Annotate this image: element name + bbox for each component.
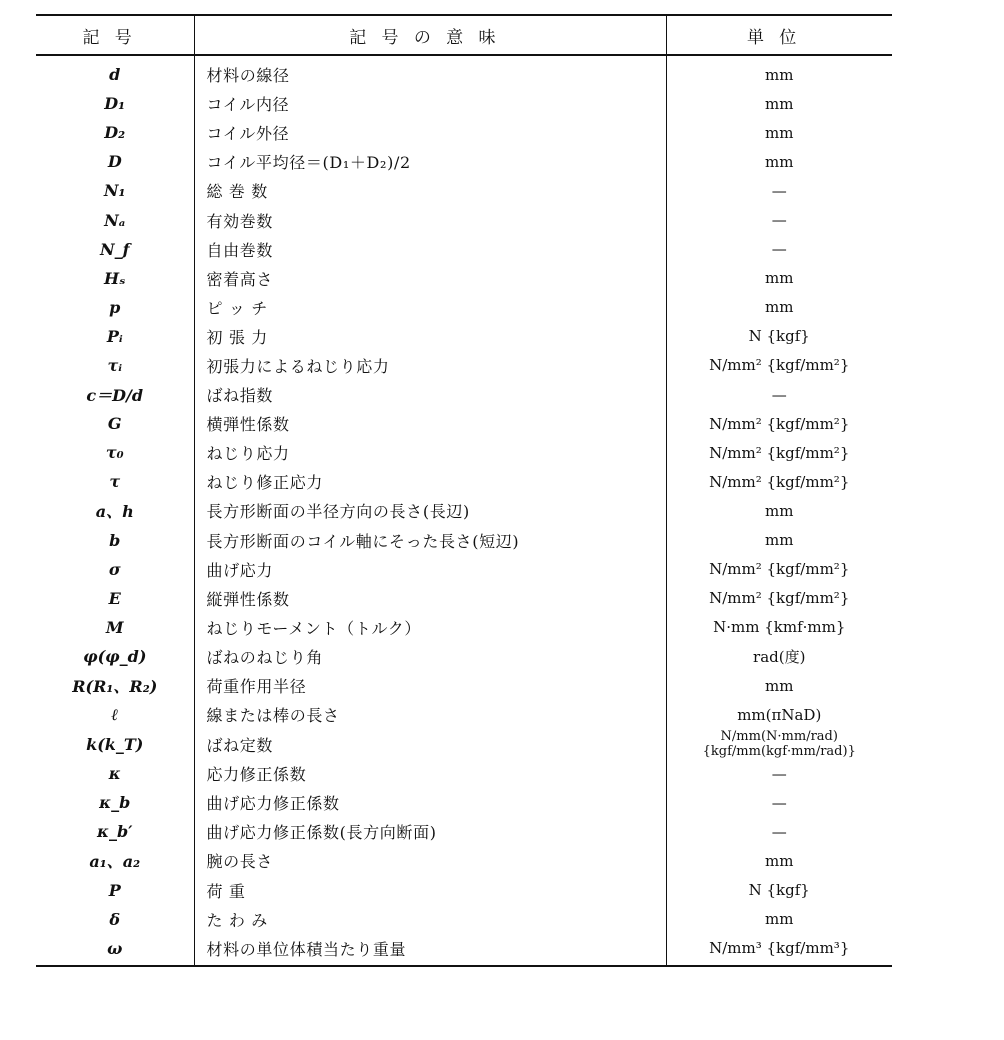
row-meaning: た わ み [194,905,666,934]
row-meaning: 初張力によるねじり応力 [194,351,666,380]
row-unit: mm [666,496,892,525]
row-unit: mm [666,671,892,700]
row-symbol: ℓ [111,704,119,724]
row-unit: mm [666,293,892,322]
row-unit [666,729,892,759]
table-row [36,293,892,322]
table-row [36,700,892,729]
row-symbol: p [109,297,121,317]
table-row [36,147,892,176]
row-symbol: c＝D/d [86,386,144,406]
row-meaning: ねじり修正応力 [194,467,666,496]
row-meaning: 自由巻数 [194,235,666,264]
row-symbol: N_f [99,239,130,259]
row-symbol: a、h [95,502,134,522]
row-symbol: Hₛ [104,268,126,288]
row-meaning: 総 巻 数 [194,176,666,205]
row-meaning: 材料の単位体積当たり重量 [194,934,666,965]
row-symbol: τ [109,472,121,492]
row-unit: N/mm² {kgf/mm²} [666,438,892,467]
row-unit: mm [666,905,892,934]
table-row [36,118,892,147]
table-row [36,846,892,875]
row-unit-line: N/mm(N·mm/rad) [720,729,838,745]
row-meaning: ばね指数 [194,380,666,409]
table-row [36,555,892,584]
symbol-table [36,14,892,965]
row-unit: N {kgf} [666,876,892,905]
row-meaning: 密着高さ [194,264,666,293]
table-row [36,438,892,467]
table-row [36,671,892,700]
row-unit: N/mm² {kgf/mm²} [666,409,892,438]
row-symbol: κ_b′ [97,822,133,842]
row-meaning: ばね定数 [194,729,666,759]
row-symbol: Pᵢ [106,326,123,346]
table-row [36,467,892,496]
table-body [36,55,892,965]
row-meaning: 長方形断面の半径方向の長さ(長辺) [194,496,666,525]
row-meaning: コイル内径 [194,89,666,118]
row-meaning: ねじり応力 [194,438,666,467]
row-meaning: コイル外径 [194,118,666,147]
bottom-rule [36,965,892,967]
row-meaning: 線または棒の長さ [194,700,666,729]
row-meaning: 初 張 力 [194,322,666,351]
row-meaning: 曲げ応力 [194,555,666,584]
row-unit: mm [666,264,892,293]
row-unit: rad(度) [666,642,892,671]
row-unit: N/mm³ {kgf/mm³} [666,934,892,965]
row-unit: mm [666,89,892,118]
row-meaning: 荷 重 [194,876,666,905]
row-unit: — [666,759,892,788]
row-meaning: 縦弾性係数 [194,584,666,613]
symbol-table-document [36,14,892,967]
table-row [36,876,892,905]
table-row [36,759,892,788]
table-row [36,176,892,205]
row-unit: mm [666,526,892,555]
table-row [36,351,892,380]
header-symbol: 記号 [82,27,148,48]
table-row [36,613,892,642]
row-unit: — [666,205,892,234]
row-unit: — [666,176,892,205]
table-row [36,235,892,264]
row-unit: N/mm² {kgf/mm²} [666,584,892,613]
table-row [36,584,892,613]
row-meaning: 荷重作用半径 [194,671,666,700]
row-unit: mm(πNaD) [666,700,892,729]
row-symbol: κ_b [99,793,131,813]
row-meaning: コイル平均径＝(D₁＋D₂)/2 [194,147,666,176]
row-symbol: σ [108,559,121,579]
row-symbol: E [108,588,121,608]
row-symbol: κ [108,764,121,784]
row-unit: — [666,235,892,264]
table-row [36,729,892,759]
row-symbol: k(k_T) [86,734,144,754]
row-symbol: Nₐ [104,210,126,230]
row-symbol: d [109,65,121,85]
row-symbol: φ(φ_d) [83,646,147,666]
table-row [36,905,892,934]
header-row [36,15,892,55]
row-unit: N {kgf} [666,322,892,351]
row-symbol: ω [107,938,123,958]
row-unit: — [666,817,892,846]
table-row [36,496,892,525]
row-symbol: P [108,880,121,900]
table-row [36,380,892,409]
row-symbol: G [107,414,122,434]
table-header [36,15,892,55]
row-unit: — [666,380,892,409]
row-symbol: M [105,617,124,637]
row-unit: N/mm² {kgf/mm²} [666,351,892,380]
row-symbol: D [107,152,122,172]
row-meaning: 曲げ応力修正係数(長方向断面) [194,817,666,846]
table-row [36,526,892,555]
row-meaning: 長方形断面のコイル軸にそった長さ(短辺) [194,526,666,555]
table-row [36,409,892,438]
row-unit: N·mm {kmf·mm} [666,613,892,642]
row-unit-line-2: {kgf/mm(kgf·mm/rad)} [702,744,856,760]
row-symbol: δ [109,909,121,929]
row-meaning: 有効巻数 [194,205,666,234]
row-meaning: ねじりモーメント（トルク） [194,613,666,642]
row-symbol: τᵢ [107,355,123,375]
table-row [36,264,892,293]
row-unit: mm [666,118,892,147]
table-row [36,788,892,817]
row-symbol: D₂ [104,123,126,143]
row-symbol: τ₀ [105,443,124,463]
row-symbol: R(R₁、R₂) [72,677,158,697]
header-unit: 単位 [666,15,892,55]
row-unit: mm [666,147,892,176]
row-unit: — [666,788,892,817]
table-row [36,89,892,118]
row-symbol: N₁ [103,181,126,201]
table-row [36,817,892,846]
table-row [36,322,892,351]
table-row [36,205,892,234]
header-meaning: 記号の意味 [194,15,666,55]
row-unit: N/mm² {kgf/mm²} [666,555,892,584]
table-row [36,642,892,671]
row-symbol: b [109,530,121,550]
row-unit: mm [666,55,892,89]
row-unit: mm [666,846,892,875]
table-row [36,934,892,965]
row-meaning: 腕の長さ [194,846,666,875]
row-meaning: ばねのねじり角 [194,642,666,671]
row-meaning: ピ ッ チ [194,293,666,322]
row-unit: N/mm² {kgf/mm²} [666,467,892,496]
row-meaning: 横弾性係数 [194,409,666,438]
row-symbol: a₁、a₂ [89,852,141,872]
row-symbol: D₁ [104,94,126,114]
table-row [36,55,892,89]
row-meaning: 曲げ応力修正係数 [194,788,666,817]
row-meaning: 材料の線径 [194,55,666,89]
row-meaning: 応力修正係数 [194,759,666,788]
